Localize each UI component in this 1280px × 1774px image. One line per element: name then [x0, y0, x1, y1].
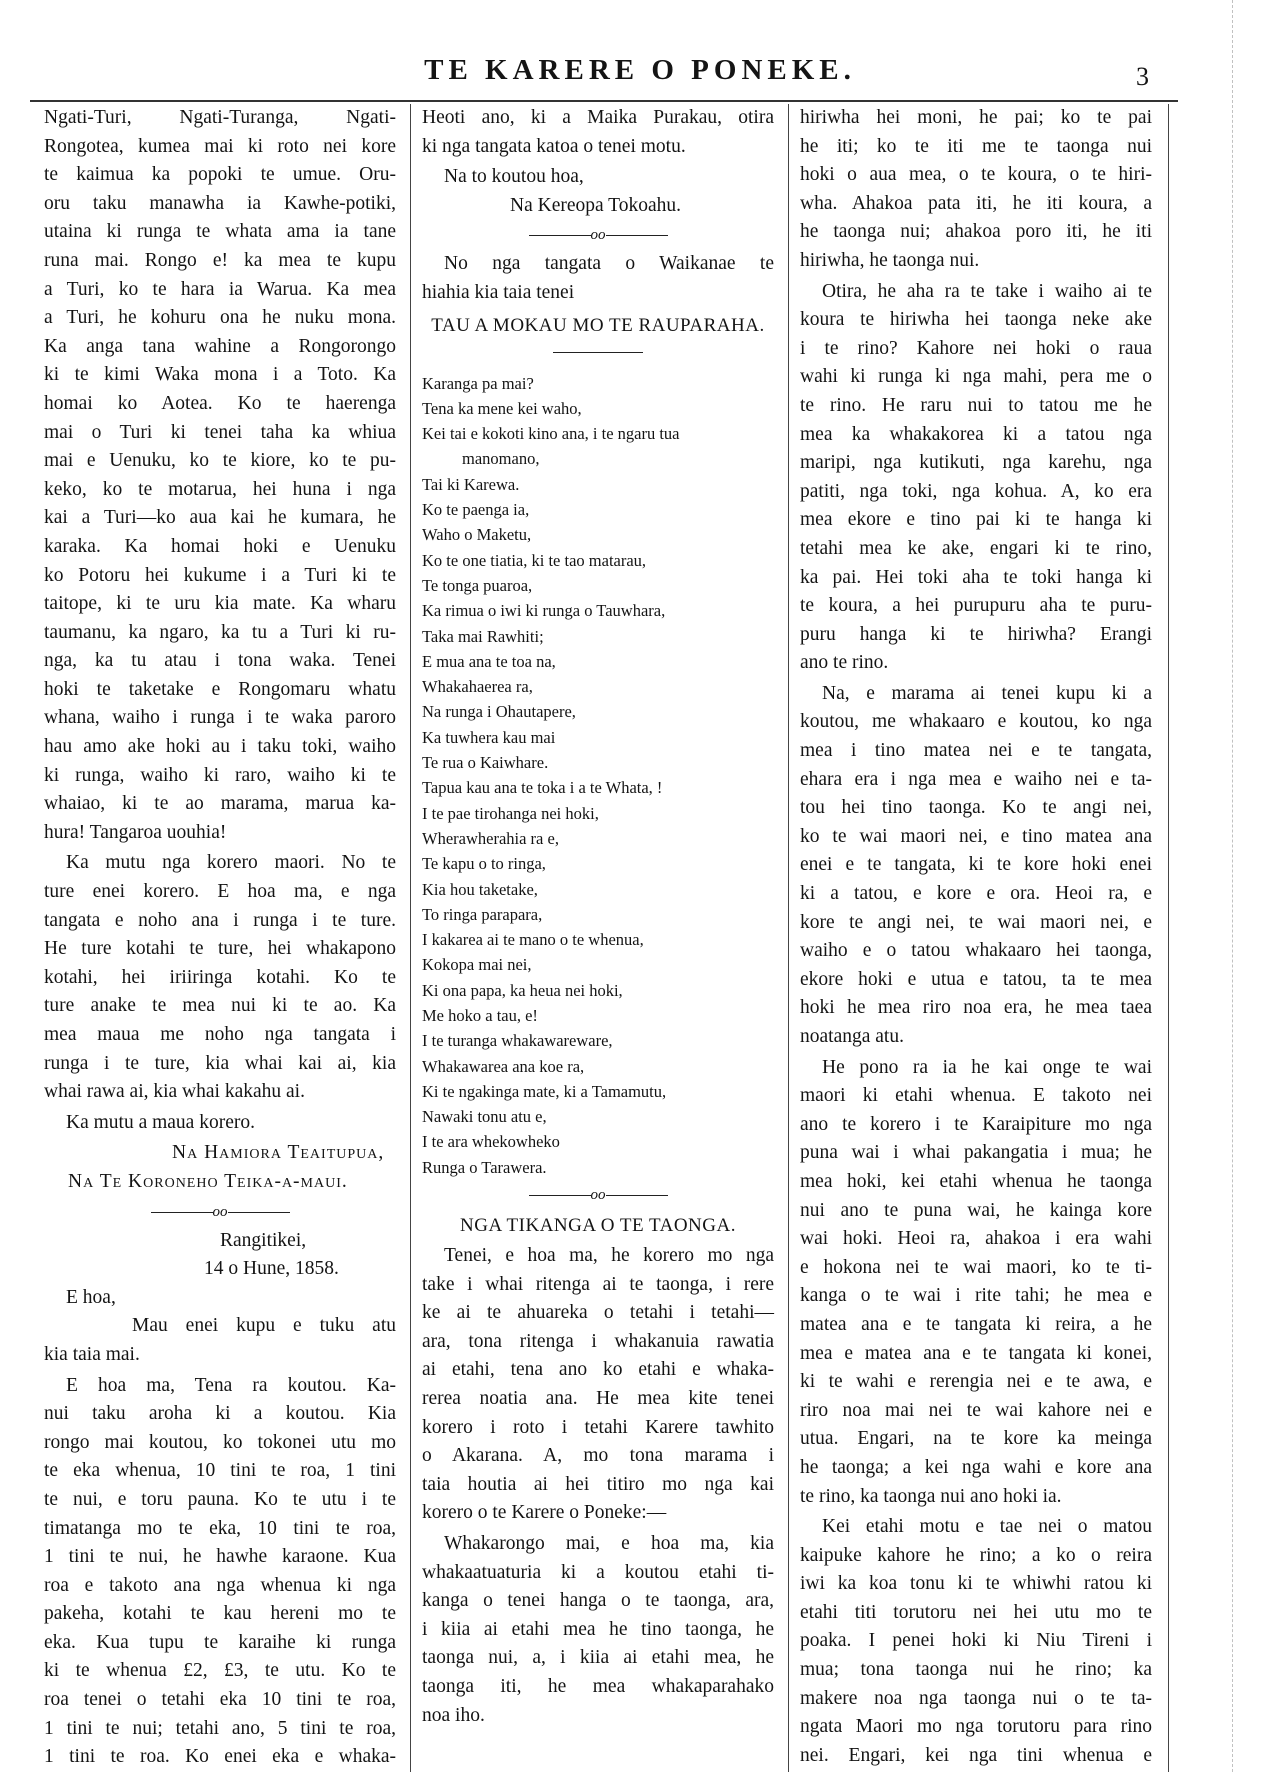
text-line: korero o te Karere o Poneke:— [422, 1502, 667, 1524]
text-line: whana, waiho i runga i te waka paroro [44, 707, 396, 729]
text-line: Me hoko a tau, e! [422, 1005, 538, 1025]
text-line: o Akarana. A, mo tona marama i [422, 1445, 774, 1467]
text-line: kanga o tenei hanga o te taonga, ara, [422, 1590, 774, 1612]
paragraph [44, 104, 396, 847]
text-line: mea hoki, kei etahi whenua he taonga [800, 1170, 1152, 1192]
paragraph [422, 1242, 774, 1528]
text-line: Waho o Maketu, [422, 525, 532, 545]
text-line: taitope, ki te uru kia mate. Ka wharu [44, 593, 396, 615]
paragraph [800, 278, 1152, 678]
text-line: Na Te Koroneho Teika-a-maui. [68, 1170, 348, 1192]
text-line: koura te hiriwha hei taonga neke ake [800, 309, 1152, 331]
text-line: kaipuke kahore he rino; a ko o reira [800, 1544, 1152, 1566]
separator-line [228, 1212, 290, 1213]
paragraph [800, 104, 1152, 276]
text-line: ehara era i nga mea e waiho nei e ta- [800, 768, 1152, 790]
text-line: Tapua kau ana te toka i a te Whata, ! [422, 778, 663, 798]
text-line: i te rino? Kahore nei hoki o raua [800, 337, 1152, 359]
section-separator [422, 1180, 774, 1210]
text-line: Te tonga puaroa, [422, 575, 533, 595]
text-line: manomano, [462, 449, 540, 469]
text-line: Runga o Tarawera. [422, 1157, 547, 1177]
text-line: hau amo ake hoki au i taku toki, waiho [44, 736, 396, 758]
text-line: He ture kotahi te ture, hei whakapono [44, 938, 396, 960]
poem-continuation [422, 446, 774, 471]
text-line: E hoa ma, Tena ra koutou. Ka- [66, 1374, 396, 1396]
signature [44, 1139, 396, 1196]
text-line: ekore hoki e utua e tatou, ta te mea [800, 968, 1152, 990]
text-line: iwi ka koa tonu ki te whiwhi ratou ki [800, 1573, 1152, 1595]
text-line: roa tenei o tetahi eka 10 tini te roa, [44, 1689, 396, 1711]
text-line: Ka rimua o iwi ki runga o Tauwhara, [422, 601, 666, 621]
separator-mark: oo [212, 1203, 228, 1220]
text-line: etahi titi torutoru nei hei utu mo te [800, 1601, 1152, 1623]
text-line: Ka tuwhera kau mai [422, 727, 556, 747]
text-line: e hokona nei te wai maori, ko te ti- [800, 1256, 1152, 1278]
separator-mark: oo [590, 227, 606, 244]
text-line: Whakarongo mai, e hoa ma, kia [444, 1533, 774, 1554]
text-line: Te kapu o to ringa, [422, 854, 546, 874]
text-line: koutou, me whakaaro e koutou, ko nga [800, 711, 1152, 733]
text-line: te rino, ka taonga nui ano hoki ia. [800, 1485, 1062, 1507]
text-line: ki te wahi e rerengia nei e te awa, e [800, 1371, 1152, 1393]
text-line: wai hoki. Heoi ra, ahakoa i era wahi [800, 1228, 1152, 1250]
text-line: whai rawa ai, kia whai kakahu ai. [44, 1081, 305, 1103]
text-line: rerea noatia ana. He mea kite tenei [422, 1388, 774, 1410]
text-line: nga, ka tu atau i tona waka. Tenei [44, 650, 396, 672]
text-line: ko te wai maori nei, e tino matea ana [800, 825, 1152, 847]
text-line: wahi ki runga ki nga mahi, pera me o [800, 366, 1152, 388]
text-line: patiti, nga toki, nga kohua. A, ko era [800, 480, 1152, 502]
text-line: Kia hou taketake, [422, 879, 538, 899]
text-line: roa e takoto ana nga whenua ki nga [44, 1574, 396, 1596]
text-line: I te turanga whakawareware, [422, 1031, 613, 1051]
section-separator [44, 1197, 396, 1227]
signature [422, 192, 774, 221]
column-divider [410, 104, 411, 1772]
text-line: Ka mutu a maua korero. [66, 1111, 255, 1133]
separator-line [529, 1195, 591, 1196]
text-line: Whakahaerea ra, [422, 677, 533, 697]
text-line: He pono ra ia he kai onge te wai [822, 1056, 1152, 1078]
text-line: eka. Kua tupu te karaihe ki runga [44, 1631, 396, 1653]
text-line: Ko te paenga ia, [422, 500, 530, 520]
text-line: mea i tino matea nei e te tangata, [800, 740, 1152, 762]
text-line: 1 tini te nui; tetahi ano, 5 tini te roa, [44, 1717, 396, 1739]
column-1 [44, 104, 396, 1774]
text-line: Te rua o Kaiwhare. [422, 753, 549, 773]
text-line: I te ara whekowheko [422, 1132, 560, 1152]
text-line: mea ka whakakorea ki a tatou nga [800, 423, 1152, 445]
text-line: hiahia kia taia tenei [422, 281, 575, 303]
text-line: mea ekore e tino pai ki te hanga ki [800, 509, 1152, 531]
text-line: kai a Turi—ko aua kai he kumara, he [44, 507, 396, 529]
text-line: ai etahi, tena ano ko etahi e whaka- [422, 1359, 774, 1381]
text-line: ki a tatou, e kore e ora. Heoi ra, e [800, 883, 1152, 905]
text-line: puna wai i whai pakangatia i mua; he [800, 1142, 1152, 1164]
paragraph [800, 680, 1152, 1052]
text-line: Mau enei kupu e tuku atu [132, 1315, 396, 1337]
text-line: te rino. He raru nui to tatou me he [800, 394, 1152, 416]
text-line: I te pae tirohanga nei hoki, [422, 803, 599, 823]
text-line: E hoa, [66, 1286, 116, 1308]
text-line: hiriwha, he taonga nui. [800, 249, 980, 271]
text-line: Kei etahi motu e tae nei o matou [822, 1516, 1152, 1538]
text-line: he iti; ko te iti me te taonga nui [800, 135, 1152, 157]
text-line: Wherawherahia ra e, [422, 828, 559, 848]
text-line: i kiia ai etahi mea he tino taonga, he [422, 1618, 774, 1640]
text-line: oru taku manawha ia Kawhe-potiki, [44, 192, 396, 214]
text-line: Na runga i Ohautapere, [422, 702, 576, 722]
text-line: nui ano te puna wai, he kainga kore [800, 1199, 1152, 1221]
text-line: ara, tona ritenga i whakanuia rawatia [422, 1330, 774, 1352]
text-line: ngata Maori mo nga torutoru para rino [800, 1716, 1152, 1738]
text-line: Na Kereopa Tokoahu. [510, 194, 682, 216]
text-line: ano te rino. [800, 652, 889, 674]
text-line: Ki ona papa, ka heua nei hoki, [422, 980, 623, 1000]
text-line: kia taia mai. [44, 1343, 140, 1365]
text-line: pakeha, kotahi te kau hereni mo te [44, 1603, 396, 1625]
poem-stanza [422, 472, 774, 1180]
text-line: te eka whenua, 10 tini te roa, 1 tini [44, 1460, 396, 1482]
text-line: mai e Uenuku, ko te kiore, ko te pu- [44, 450, 396, 472]
column-2 [422, 104, 774, 1732]
text-line: Whakawarea ana koe ra, [422, 1056, 585, 1076]
paragraph [44, 1312, 396, 1369]
newspaper-masthead: TE KARERE O PONEKE. [424, 54, 856, 86]
text-line: hura! Tangaroa uouhia! [44, 821, 227, 843]
text-line: enei e te tangata, ki te kore hoki enei [800, 854, 1152, 876]
text-line: mai o Turi ki tenei taha ka whiua [44, 421, 396, 443]
text-line: ka pai. Hei toki aha te toki hanga ki [800, 566, 1152, 588]
text-line: Na, e marama ai tenei kupu ki a [822, 682, 1152, 704]
text-line: a Turi, ko te hara ia Warua. Ka mea [44, 278, 396, 300]
text-line: utaina ki runga te whata ama ia tane [44, 221, 396, 243]
text-line: noa iho. [422, 1704, 485, 1726]
paragraph [800, 1054, 1152, 1512]
text-line: he taonga nui; ahakoa poro iti, he iti [800, 221, 1152, 243]
text-line: tou hei tino taonga. Ko te angi nei, [800, 797, 1152, 819]
paragraph [44, 1372, 396, 1772]
text-line: kanga o te wai i rite tahi; he mea e [800, 1285, 1152, 1307]
salutation [422, 163, 774, 192]
text-line: te koura, a hei purupuru aha te puru- [800, 595, 1152, 617]
text-line: Nawaki tonu atu e, [422, 1107, 547, 1127]
text-line: Na Hamiora Teaitupua, [172, 1142, 385, 1164]
text-line: noatanga atu. [800, 1026, 904, 1047]
text-line: whakaatuaturia ki a koutou etahi ti- [422, 1561, 774, 1583]
separator-line [529, 235, 591, 236]
text-line: Ko te one tiatia, ki te tao matarau, [422, 550, 647, 570]
column-divider [788, 104, 789, 1772]
text-line: riro noa mai nei te wai kahore nei e [800, 1399, 1152, 1421]
text-line: whaiao, ki te ao marama, marua ka- [44, 793, 396, 815]
text-line: No nga tangata o Waikanae te [444, 253, 774, 275]
text-line: keko, ko te motarua, hei huna i nga [44, 478, 396, 500]
text-line: he taonga; a kei nga wahi e kore ana [800, 1456, 1152, 1478]
text-line: kotahi, hei iriiringa kotahi. Ko te [44, 966, 396, 988]
text-line: Tena ka mene kei waho, [422, 398, 582, 418]
text-line: nei. Engari, kei nga tini whenua e [800, 1744, 1152, 1766]
text-line: puru hanga ki te hiriwha? Erangi [800, 623, 1152, 645]
text-line: Taka mai Rawhiti; [422, 626, 544, 646]
text-line: mea maua me noho nga tangata i [44, 1024, 396, 1045]
text-line: ano te korero i te Karaipiture mo nga [800, 1113, 1152, 1135]
paragraph [44, 1109, 396, 1138]
text-line: taonga nui, a, i kiia ai etahi mea, he [422, 1647, 774, 1669]
text-line: I kakarea ai te mano o te whenua, [422, 930, 644, 950]
page-number: 3 [1136, 62, 1149, 91]
text-line: waiho e o tatou whakaaro hei taonga, [800, 940, 1152, 962]
text-line: tetahi mea ke ake, engari ki te rino, [800, 537, 1152, 559]
text-line: hoki o aua mea, o te koura, o te hiri- [800, 164, 1152, 186]
paragraph [44, 849, 396, 1106]
text-line: poaka. I penei hoki ki Niu Tireni i [800, 1630, 1152, 1652]
section-heading: TAU A MOKAU MO TE RAUPARAHA. [431, 314, 765, 336]
column-divider [1168, 104, 1169, 1772]
salutation [44, 1284, 396, 1313]
text-line: 1 tini te nui, he hawhe karaone. Kua [44, 1546, 396, 1568]
paragraph [422, 1530, 774, 1730]
separator-line [151, 1212, 213, 1213]
text-line: ki runga, waiho ki raro, waiho ki te [44, 764, 396, 786]
text-line: taumanu, ka ngaro, ka tu a Turi ki ru- [44, 621, 396, 643]
text-line: kore te angi nei, te wai maori nei, e [800, 911, 1152, 933]
text-line: hoki te taketake e Rongomaru whatu [44, 678, 396, 700]
text-line: E mua ana te toa na, [422, 651, 556, 671]
text-line: runga i te ture, kia whai kai ai, kia [44, 1052, 396, 1074]
text-line: hiriwha hei moni, he pai; ko te pai [800, 107, 1152, 128]
text-line: Tai ki Karewa. [422, 474, 520, 494]
text-line: Kei tai e kokoti kino ana, i te ngaru tua [422, 424, 680, 444]
text-line: Ka mutu nga korero maori. No te [66, 852, 396, 874]
text-line: homai ko Aotea. Ko te haerenga [44, 392, 396, 414]
text-line: taia houtia ai hei titiro mo nga kai [422, 1473, 774, 1495]
text-line: maori ki etahi whenua. E takoto nei [800, 1085, 1152, 1107]
text-line: a Turi, he kohuru ona he nuku mona. [44, 307, 396, 329]
paragraph [422, 104, 774, 161]
text-line: Tenei, e hoa ma, he korero mo nga [444, 1245, 774, 1267]
text-line: nui taku aroha ki a koutou. Kia [44, 1403, 396, 1425]
text-line: timatanga mo te eka, 10 tini te roa, [44, 1517, 396, 1539]
text-line: runa mai. Rongo e! ka mea te kupu [44, 249, 396, 271]
text-line: matea ana e te tangata ki reira, a he [800, 1313, 1152, 1335]
text-line: karaka. Ka homai hoki e Uenuku [44, 535, 396, 557]
text-line: ki te whenua £2, £3, te utu. Ko te [44, 1660, 396, 1682]
text-line: tangata e noho ana i runga i te ture. [44, 909, 396, 931]
text-line: wha. Ahakoa pata iti, he iti koura, a [800, 192, 1152, 214]
poem-stanza [422, 371, 774, 447]
text-line: hoki he mea riro noa era, he mea taea [800, 997, 1152, 1019]
section-separator [422, 220, 774, 250]
text-line: te kaimua ka popoki te umue. Oru- [44, 164, 396, 186]
text-line: Ngati-Turi, Ngati-Turanga, Ngati- [44, 107, 396, 128]
text-line: Ki te ngakinga mate, ki a Tamamutu, [422, 1081, 667, 1101]
text-line: ke ai te ahuareka o tetahi i tetahi— [422, 1302, 774, 1324]
text-line: mua; tona taonga nui he rino; ka [800, 1659, 1152, 1681]
text-line: 14 o Hune, 1858. [204, 1258, 339, 1280]
text-line: rongo mai koutou, ko tokonei utu mo [44, 1431, 396, 1453]
text-line: maripi, nga kutikuti, nga karehu, nga [800, 452, 1152, 474]
separator-mark: oo [590, 1187, 606, 1204]
separator-line [606, 235, 668, 236]
text-line: mea e matea ana e te tangata ki konei, [800, 1342, 1152, 1364]
text-line: korero i roto i tetahi Karere tawhito [422, 1416, 774, 1438]
text-line: ture anake te mea nui ki te ao. Ka [44, 995, 396, 1017]
text-line: Otira, he aha ra te take i waiho ai te [822, 280, 1152, 302]
section-heading: NGA TIKANGA O TE TAONGA. [460, 1215, 736, 1237]
header-rule [30, 100, 1178, 102]
dateline [44, 1227, 396, 1284]
text-line: ki te kimi Waka mona i a Toto. Ka [44, 364, 396, 386]
text-line: te nui, e toru pauna. Ko te utu i te [44, 1488, 396, 1510]
text-line: Kokopa mai nei, [422, 955, 532, 975]
text-line: ki nga tangata katoa o tenei motu. [422, 135, 686, 157]
separator-line [606, 1195, 668, 1196]
text-line: Rangitikei, [220, 1229, 307, 1251]
paragraph [422, 250, 774, 307]
heading-rule [553, 352, 643, 353]
text-line: makere noa nga taonga nui o te ta- [800, 1687, 1152, 1709]
text-line: Rongotea, kumea mai ki roto nei kore [44, 135, 396, 157]
text-line: ture enei korero. E hoa ma, e nga [44, 881, 396, 903]
text-line: ko Potoru hei kukume i a Turi ki te [44, 564, 396, 586]
text-line: Na to koutou hoa, [444, 166, 584, 188]
text-line: take i whai ritenga ai te taonga, i rere [422, 1273, 774, 1295]
scan-edge [1232, 0, 1263, 1772]
text-line: Ka anga tana wahine a Rongorongo [44, 335, 396, 357]
text-line: Heoti ano, ki a Maika Purakau, otira [422, 107, 774, 128]
text-line: utua. Engari, na te kore ka meinga [800, 1428, 1152, 1450]
text-line: taonga iti, he mea whakaparahako [422, 1675, 774, 1697]
paragraph [800, 1513, 1152, 1770]
text-line: To ringa parapara, [422, 904, 543, 924]
text-line: Karanga pa mai? [422, 373, 534, 393]
column-3 [800, 104, 1152, 1772]
text-line: 1 tini te roa. Ko enei eka e whaka- [44, 1746, 396, 1768]
